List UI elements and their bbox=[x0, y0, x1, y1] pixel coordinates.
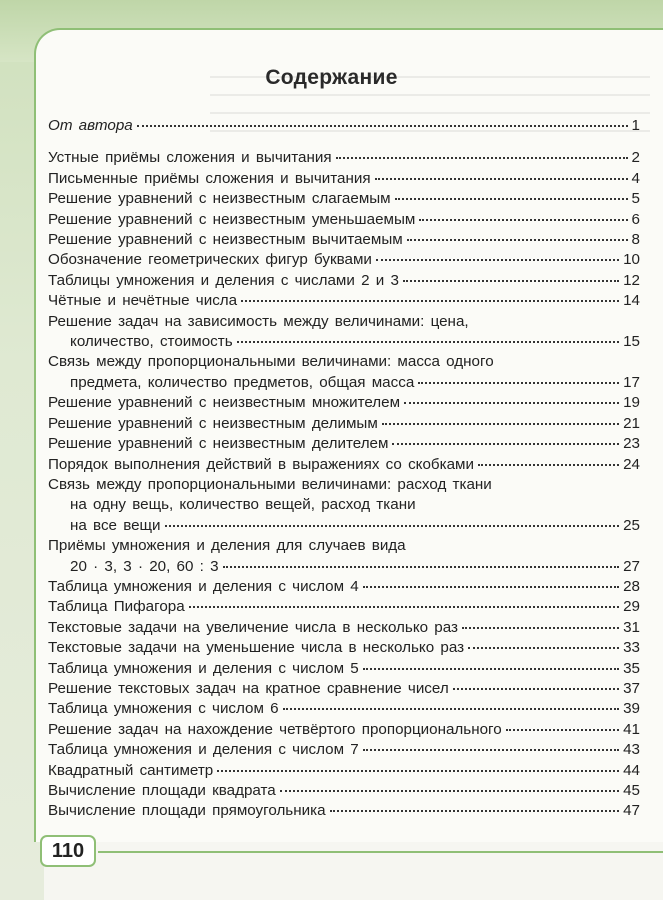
toc-entry bbox=[48, 781, 640, 801]
toc-entry-title: Вычисление площади квадрата bbox=[48, 782, 276, 799]
toc-entry bbox=[48, 536, 640, 577]
toc-entry bbox=[48, 659, 640, 679]
toc-entry bbox=[48, 414, 640, 434]
toc-entry bbox=[48, 761, 640, 781]
toc-page-number: 5 bbox=[631, 190, 640, 208]
toc-entry-title: Решение задач на нахождение четвёртого пропорционального bbox=[48, 720, 502, 738]
toc-entry bbox=[48, 475, 640, 536]
toc-page-number: 25 bbox=[623, 516, 640, 534]
toc-entry bbox=[48, 699, 640, 719]
toc-page-number: 10 bbox=[623, 251, 640, 269]
toc-entry bbox=[48, 148, 640, 168]
toc-page-number: 15 bbox=[623, 333, 640, 351]
toc-leader-dots bbox=[376, 259, 619, 261]
toc-entry-title: Порядок выполнения действий в выражениях со скобками bbox=[48, 455, 474, 473]
toc-entry bbox=[48, 393, 640, 413]
toc-page-number: 27 bbox=[623, 557, 640, 575]
toc-page-number: 44 bbox=[623, 761, 640, 779]
toc-entry-title: Связь между пропорциональными величинами: масса одного bbox=[48, 353, 494, 371]
toc-entry-title: Квадратный сантиметр bbox=[48, 761, 214, 779]
toc-entry bbox=[48, 720, 640, 740]
toc-page-number: 21 bbox=[623, 414, 640, 432]
toc-leader-dots bbox=[363, 749, 619, 751]
toc-page-number: 35 bbox=[623, 659, 640, 677]
toc-page-number: 31 bbox=[623, 618, 640, 636]
toc-entry bbox=[48, 210, 640, 230]
toc-entry-title: Решение уравнений с неизвестным уменьшаемым bbox=[48, 210, 416, 228]
toc-page-number: 28 bbox=[623, 577, 640, 595]
toc-leader-dots bbox=[478, 464, 619, 466]
toc-entry-title: Решение задач на зависимость между величинами: цена, bbox=[48, 312, 469, 330]
toc-entry bbox=[48, 618, 640, 638]
toc-entry bbox=[48, 291, 640, 311]
toc-leader-dots bbox=[223, 566, 620, 568]
toc-entry bbox=[48, 434, 640, 454]
toc-page-number: 29 bbox=[623, 598, 640, 616]
toc-entry bbox=[48, 801, 640, 821]
toc-entry bbox=[48, 679, 640, 699]
toc-entry-title: Обозначение геометрических фигур буквами bbox=[48, 251, 372, 269]
toc-leader-dots bbox=[137, 125, 628, 127]
toc-leader-dots bbox=[382, 423, 619, 425]
toc-entry bbox=[48, 577, 640, 597]
toc-leader-dots bbox=[237, 341, 619, 343]
toc-page-number: 37 bbox=[623, 679, 640, 697]
toc-page-number: 8 bbox=[631, 231, 640, 249]
toc-entry-title: Текстовые задачи на уменьшение числа в несколько раз bbox=[48, 639, 465, 657]
toc-leader-dots bbox=[375, 178, 628, 180]
toc-entry-title: на одну вещь, количество вещей, расход ткани bbox=[70, 496, 416, 514]
toc-page-number: 24 bbox=[623, 455, 640, 473]
toc-entry-title: Приёмы умножения и деления для случаев вида bbox=[48, 537, 406, 555]
toc-leader-dots bbox=[462, 627, 619, 629]
toc-page-number: 14 bbox=[623, 292, 640, 310]
toc-page-number: 19 bbox=[623, 394, 640, 412]
toc-leader-dots bbox=[392, 443, 619, 445]
toc-page-number: 17 bbox=[623, 373, 640, 391]
footer-rule bbox=[98, 851, 663, 853]
toc-leader-dots bbox=[468, 647, 619, 649]
toc-leader-dots bbox=[404, 402, 619, 404]
toc-leader-dots bbox=[363, 668, 619, 670]
toc-leader-dots bbox=[189, 606, 619, 608]
toc-leader-dots bbox=[418, 382, 619, 384]
toc-leader-dots bbox=[283, 708, 619, 710]
toc-page-number: 6 bbox=[631, 210, 640, 228]
toc-entry bbox=[48, 638, 640, 658]
toc-leader-dots bbox=[330, 810, 620, 812]
toc-page-number: 33 bbox=[623, 639, 640, 657]
toc-page-number: 2 bbox=[631, 149, 640, 167]
toc-entry-title: Решение уравнений с неизвестным слагаемым bbox=[48, 190, 391, 208]
toc-entry bbox=[48, 455, 640, 475]
toc-entry-title: количество, стоимость bbox=[70, 333, 233, 351]
toc-page-number: 39 bbox=[623, 700, 640, 718]
toc-leader-dots bbox=[217, 770, 619, 772]
toc-entry-title: Решение уравнений с неизвестным делимым bbox=[48, 414, 378, 432]
toc-entry-title: Таблицы умножения и деления с числами 2 и 3 bbox=[48, 271, 399, 289]
page-title: Содержание bbox=[265, 66, 398, 89]
toc-leader-dots bbox=[280, 790, 619, 792]
toc-leader-dots bbox=[165, 525, 620, 527]
toc-leader-dots bbox=[336, 157, 628, 159]
toc-entry-title: Письменные приёмы сложения и вычитания bbox=[48, 169, 371, 187]
toc-leader-dots bbox=[453, 688, 619, 690]
toc-page-number: 4 bbox=[631, 169, 640, 187]
toc-entry-title: Решение уравнений с неизвестным множителем bbox=[48, 394, 401, 412]
toc-entry-title: предмета, количество предметов, общая масса bbox=[70, 373, 415, 391]
toc-entry-title: Решение текстовых задач на кратное сравнение чисел bbox=[48, 679, 449, 697]
toc-entry-title: на все вещи bbox=[70, 516, 161, 534]
toc-leader-dots bbox=[419, 219, 627, 221]
toc-page-number: 43 bbox=[623, 741, 640, 759]
toc-entry-title: Устные приёмы сложения и вычитания bbox=[48, 149, 332, 167]
toc-leader-dots bbox=[241, 300, 619, 302]
table-of-contents bbox=[48, 116, 640, 822]
toc-page-number: 23 bbox=[623, 435, 640, 453]
toc-leader-dots bbox=[403, 280, 619, 282]
toc-entry-title: Таблица умножения с числом 6 bbox=[48, 700, 279, 718]
toc-leader-dots bbox=[506, 729, 619, 731]
toc-page-number: 47 bbox=[623, 802, 640, 820]
toc-entry bbox=[48, 740, 640, 760]
toc-entry bbox=[48, 271, 640, 291]
toc-leader-dots bbox=[363, 586, 619, 588]
toc-entry-title: Решение уравнений с неизвестным вычитаемым bbox=[48, 231, 403, 249]
toc-leader-dots bbox=[395, 198, 628, 200]
toc-entry-title: Таблица Пифагора bbox=[48, 598, 185, 616]
toc-entry-title: Таблица умножения и деления с числом 7 bbox=[48, 741, 359, 759]
toc-entry-title: Решение уравнений с неизвестным делителем bbox=[48, 435, 389, 453]
toc-leader-dots bbox=[407, 239, 628, 241]
toc-entry bbox=[48, 312, 640, 353]
toc-entry bbox=[48, 250, 640, 270]
toc-page-number: 1 bbox=[631, 117, 640, 134]
toc-entry-title: 20 · 3, 3 · 20, 60 : 3 bbox=[70, 557, 219, 575]
toc-entry-title: Чётные и нечётные числа bbox=[48, 292, 238, 310]
toc-entry bbox=[48, 597, 640, 617]
toc-page-number: 12 bbox=[623, 271, 640, 289]
toc-entry bbox=[48, 169, 640, 189]
toc-entry bbox=[48, 352, 640, 393]
toc-entry-title: От автора bbox=[48, 117, 133, 134]
toc-entry bbox=[48, 189, 640, 209]
toc-entry-title: Связь между пропорциональными величинами: расход ткани bbox=[48, 475, 492, 493]
toc-entry-title: Таблица умножения и деления с числом 5 bbox=[48, 659, 359, 677]
toc-entry-title: Таблица умножения и деления с числом 4 bbox=[48, 577, 359, 595]
toc-entry-title: Текстовые задачи на увеличение числа в несколько раз bbox=[48, 618, 458, 636]
page-number: 110 bbox=[40, 835, 96, 867]
toc-page-number: 45 bbox=[623, 782, 640, 799]
toc-page-number: 41 bbox=[623, 720, 640, 738]
toc-entry bbox=[48, 230, 640, 250]
toc-entry-title: Вычисление площади прямоугольника bbox=[48, 802, 326, 820]
toc-entry bbox=[48, 116, 640, 136]
